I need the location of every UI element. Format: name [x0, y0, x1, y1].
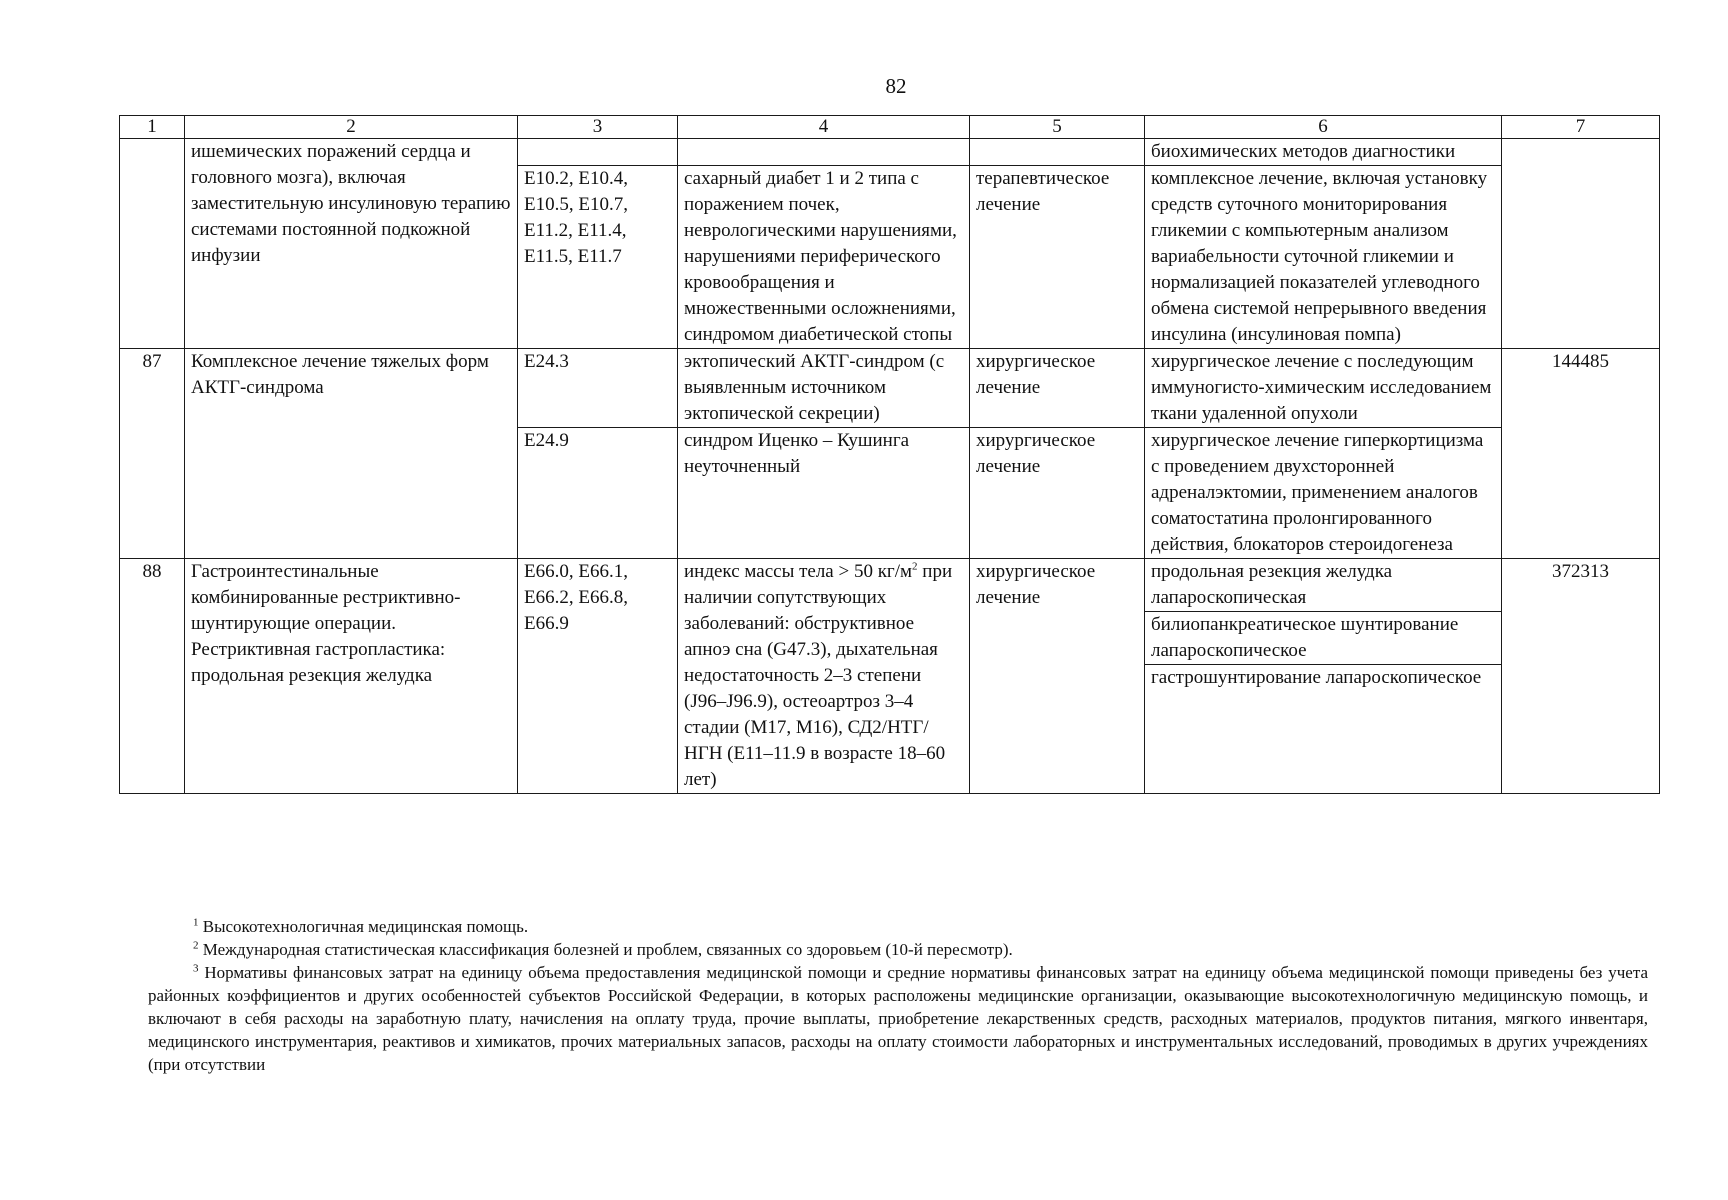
service-name-cell: Комплексное лечение тяжелых форм АКТГ-синдрома: [185, 349, 518, 559]
icd-codes-cell: [518, 139, 678, 349]
patient-model-superscript: 2: [912, 560, 918, 573]
page-number: 82: [885, 74, 907, 98]
footnote-mark: 3: [193, 962, 199, 975]
footnote-text: Высокотехнологичная медицинская помощь.: [202, 917, 529, 936]
price-cell: 144485: [1502, 349, 1660, 559]
table-row-88: [120, 559, 1660, 794]
footnote-1: [148, 915, 1648, 938]
treatment-method-item: продольная резекция желудка лапароскопическая: [1151, 561, 1393, 608]
patient-model-cell: эктопический АКТГ-синдром (с выявленным источником эктопической секреции): [678, 349, 970, 428]
price-cell: 372313: [1502, 559, 1660, 794]
treatment-type-cell: хирургическое лечение: [970, 349, 1145, 428]
header-cell-3: 3: [518, 116, 678, 139]
footnotes: [148, 915, 1648, 1076]
header-cell-2: 2: [185, 116, 518, 139]
treatment-method-top: биохимических методов диагностики: [1151, 141, 1456, 162]
header-cell-7: 7: [1502, 116, 1660, 139]
patient-model-cell: [678, 559, 970, 794]
row-number-cell: [120, 139, 185, 349]
treatment-method-item: гастрошунтирование лапароскопическое: [1145, 664, 1501, 691]
header-cell-5: 5: [970, 116, 1145, 139]
footnote-mark: 2: [193, 939, 199, 952]
services-table: [119, 115, 1660, 794]
price-cell: [1502, 139, 1660, 349]
service-name-cell: ишемических поражений сердца и головного мозга), включая заместительную инсулиновую терапию системами постоянной подкожной инфузии: [185, 139, 518, 349]
table-row-87: [120, 349, 1660, 428]
patient-model-main: индекс массы тела > 50 кг/м: [684, 561, 913, 582]
service-name-cell: Гастроинтестинальные комбинированные рестриктивно-шунтирующие операции. Рестриктивная гастропластика: продольная резекция желудка: [185, 559, 518, 794]
icd-codes-text: E10.2, E10.4, E10.5, E10.7, E11.2, E11.4, E11.5, E11.7: [518, 165, 677, 270]
treatment-method-text: комплексное лечение, включая установку средств суточного мониторирования гликемии с компьютерным анализом вариабельности суточной гликемии и нормализацией показателей углеводного обмена системой непрерывного введения инсулина (инсулиновая помпа): [1145, 165, 1501, 348]
icd-codes-cell: E24.9: [518, 428, 678, 559]
header-cell-1: 1: [120, 116, 185, 139]
footnote-mark: 1: [193, 916, 199, 929]
row-number: 87: [120, 349, 185, 559]
treatment-type-text: терапевтическое лечение: [970, 165, 1144, 218]
header-cell-6: 6: [1145, 116, 1502, 139]
patient-model-cell: [678, 139, 970, 349]
icd-codes-cell: E24.3: [518, 349, 678, 428]
treatment-type-cell: [970, 139, 1145, 349]
table-row-continuation: [120, 139, 1660, 349]
patient-model-cell: синдром Иценко – Кушинга неуточненный: [678, 428, 970, 559]
treatment-method-cell: [1145, 139, 1502, 349]
row-number: 88: [120, 559, 185, 794]
treatment-method-cell: хирургическое лечение с последующим иммуногисто-химическим исследованием ткани удаленной опухоли: [1145, 349, 1502, 428]
header-row: [120, 116, 1660, 139]
footnote-3: [148, 961, 1648, 1076]
treatment-method-cell: [1145, 559, 1502, 794]
icd-codes-cell: E66.0, E66.1, E66.2, E66.8, E66.9: [518, 559, 678, 794]
treatment-method-cell: хирургическое лечение гиперкортицизма с проведением двухсторонней адреналэктомии, применением аналогов соматостатина пролонгированного действия, блокаторов стероидогенеза: [1145, 428, 1502, 559]
footnote-text: Международная статистическая классификация болезней и проблем, связанных со здоровьем (10-й пересмотр).: [202, 940, 1013, 959]
footnote-text: Нормативы финансовых затрат на единицу объема предоставления медицинской помощи и средние нормативы финансовых затрат на единицу объема медицинской помощи приведены без учета районных коэффициентов и других особенностей субъектов Российской Федерации, в которых расположены медицинские организации, оказывающие высокотехнологичную медицинскую помощь, и включают в себя расходы на заработную плату, начисления на оплату труда, прочие выплаты, приобретение лекарственных средств, расходных материалов, продуктов питания, мягкого инвентаря, медицинского инструментария, реактивов и химикатов, прочих материальных запасов, расходы на оплату стоимости лабораторных и инструментальных исследований, проводимых в других учреждениях (при отсутствии: [148, 963, 1649, 1074]
treatment-type-cell: хирургическое лечение: [970, 559, 1145, 794]
header-cell-4: 4: [678, 116, 970, 139]
treatment-type-cell: хирургическое лечение: [970, 428, 1145, 559]
patient-model-text: сахарный диабет 1 и 2 типа с поражением почек, неврологическими нарушениями, нарушениями периферического кровообращения и множественными осложнениями, синдромом диабетической стопы: [678, 165, 969, 348]
treatment-method-item: билиопанкреатическое шунтирование лапароскопическое: [1145, 611, 1501, 664]
footnote-2: [148, 938, 1648, 961]
patient-model-rest: при наличии сопутствующих заболеваний: обструктивное апноэ сна (G47.3), дыхательная недостаточность 2–3 степени (J96–J96.9), остеоартроз 3–4 стадии (M17, M16), СД2/НТГ/НГН (E11–11.9 в возрасте 18–60 лет): [684, 561, 953, 790]
